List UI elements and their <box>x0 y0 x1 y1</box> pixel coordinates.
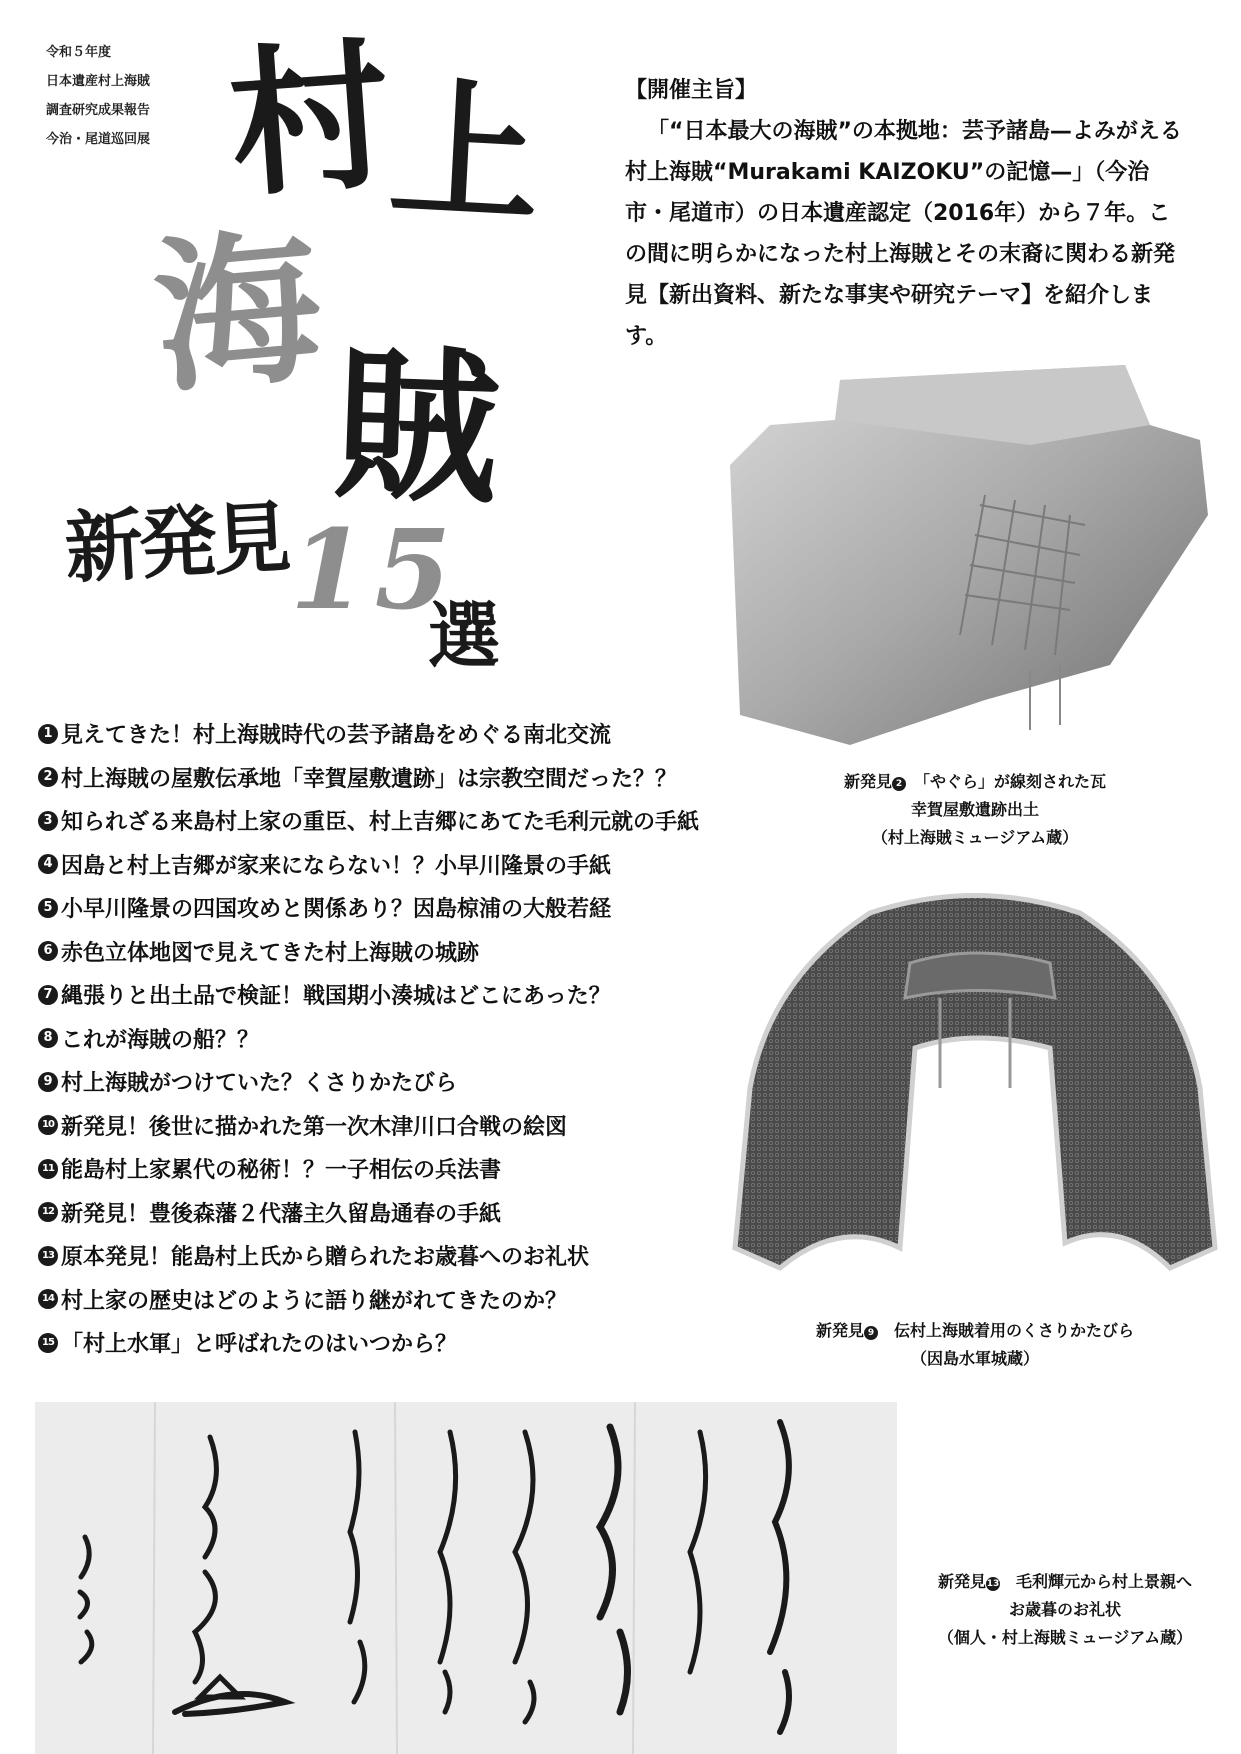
caption-line: お歳暮のお礼状 <box>1008 1600 1121 1619</box>
item-text: 因島と村上吉郷が家来にならない！？小早川隆景の手紙 <box>61 853 612 879</box>
caption-line: 毛利輝元から村上景親へ <box>1016 1572 1193 1591</box>
tile-caption <box>795 768 1155 852</box>
caption-line: （村上海賊ミュージアム蔵） <box>871 828 1079 847</box>
list-item <box>38 1017 788 1061</box>
title-char-mura: 村 <box>223 20 397 220</box>
list-item <box>38 843 788 887</box>
title-char-zoku: 賊 <box>331 327 504 527</box>
list-item <box>38 886 788 930</box>
item-text: 「村上水軍」と呼ばれたのはいつから？ <box>61 1332 458 1358</box>
item-text: 新発見！後世に描かれた第一次木津川口合戦の絵図 <box>61 1114 568 1140</box>
chainmail-artifact-photo <box>720 888 1230 1278</box>
title-char-umi: 海 <box>146 208 329 416</box>
item-text: 村上海賊がつけていた？くさりかたびら <box>61 1071 458 1097</box>
item-number: 4 <box>38 854 58 874</box>
item-number: 6 <box>38 941 58 961</box>
item-text: 見えてきた！村上海賊時代の芸予諸島をめぐる南北交流 <box>61 723 612 749</box>
caption-line: 「やぐら」が線刻された瓦 <box>922 772 1107 791</box>
item-text: 縄張りと出土品で検証！戦国期小湊城はどこにあった？ <box>61 984 611 1010</box>
meta-line: 調査研究成果報告 <box>46 103 151 118</box>
meta-line: 日本遺産村上海賊 <box>46 74 151 89</box>
subtitle-shinhakken: 新発見 <box>62 492 290 595</box>
item-number: 3 <box>38 811 58 831</box>
item-text: 赤色立体地図で見えてきた村上海賊の城跡 <box>61 940 480 966</box>
findings-list <box>38 712 788 1365</box>
list-item <box>38 1060 788 1104</box>
item-number: 12 <box>38 1202 58 1222</box>
caption-line: 伝村上海賊着用のくさりかたびら <box>894 1321 1135 1340</box>
item-number: 7 <box>38 985 58 1005</box>
caption-number: 13 <box>986 1579 1000 1589</box>
item-number: 13 <box>38 1246 58 1266</box>
caption-number: 9 <box>864 1326 878 1340</box>
list-item <box>38 1278 788 1322</box>
item-text: 原本発見！能島村上氏から贈られたお歳暮へのお礼状 <box>61 1245 590 1271</box>
subtitle-number: 15 <box>290 505 460 634</box>
caption-prefix: 新発見 <box>843 772 892 791</box>
letter-caption <box>895 1568 1235 1652</box>
meta-line: 令和５年度 <box>46 45 112 60</box>
item-number: 11 <box>38 1159 58 1179</box>
item-number: 8 <box>38 1028 58 1048</box>
list-item <box>38 1104 788 1148</box>
item-number: 14 <box>38 1289 58 1309</box>
intro-heading: 【開催主旨】 <box>625 78 758 103</box>
item-text: 知られざる来島村上家の重臣、村上吉郷にあてた毛利元就の手紙 <box>61 810 700 836</box>
exhibition-meta <box>46 38 150 154</box>
chainmail-caption <box>765 1317 1185 1373</box>
tile-artifact-photo <box>730 365 1210 750</box>
list-item <box>38 930 788 974</box>
list-item <box>38 973 788 1017</box>
item-number: 5 <box>38 898 58 918</box>
item-number: 1 <box>38 724 58 744</box>
item-number: 15 <box>38 1333 58 1353</box>
list-item <box>38 756 788 800</box>
item-text: 小早川隆景の四国攻めと関係あり？因島椋浦の大般若経 <box>61 897 612 923</box>
intro-body: 「“日本最大の海賊”の本拠地：芸予諸島—よみがえる村上海賊“Murakami KAIZOKU”の記憶—」（今治市・尾道市）の日本遺産認定（2016年）から７年。この間に明らかになった村上海賊とその末裔に関わる新発見【新出資料、新たな事実や研究テーマ】を紹介します。 <box>625 119 1182 349</box>
item-text: 新発見！豊後森藩２代藩主久留島通春の手紙 <box>61 1201 502 1227</box>
caption-prefix: 新発見 <box>815 1321 864 1340</box>
meta-line: 今治・尾道巡回展 <box>46 132 151 147</box>
item-text: 能島村上家累代の秘術！？一子相伝の兵法書 <box>61 1158 502 1184</box>
item-text: 村上海賊の屋敷伝承地「幸賀屋敷遺跡」は宗教空間だった？？ <box>61 766 678 792</box>
list-item <box>38 712 788 756</box>
caption-line: 幸賀屋敷遺跡出土 <box>910 800 1039 819</box>
item-text: 村上家の歴史はどのように語り継がれてきたのか？ <box>61 1288 568 1314</box>
list-item <box>38 1321 788 1365</box>
letter-document-photo <box>35 1402 897 1754</box>
subtitle-sen: 選 <box>428 593 501 678</box>
caption-prefix: 新発見 <box>937 1572 986 1591</box>
item-number: 10 <box>38 1115 58 1135</box>
list-item <box>38 1147 788 1191</box>
intro-section <box>625 70 1185 357</box>
item-number: 9 <box>38 1072 58 1092</box>
item-number: 2 <box>38 767 58 787</box>
list-item <box>38 1191 788 1235</box>
list-item <box>38 799 788 843</box>
list-item <box>38 1234 788 1278</box>
title-char-kami: 上 <box>385 61 545 245</box>
caption-line: （因島水軍城蔵） <box>910 1349 1039 1368</box>
caption-line: （個人・村上海賊ミュージアム蔵） <box>937 1628 1193 1647</box>
caption-number: 2 <box>892 777 906 791</box>
item-text: これが海賊の船？？ <box>61 1027 260 1053</box>
